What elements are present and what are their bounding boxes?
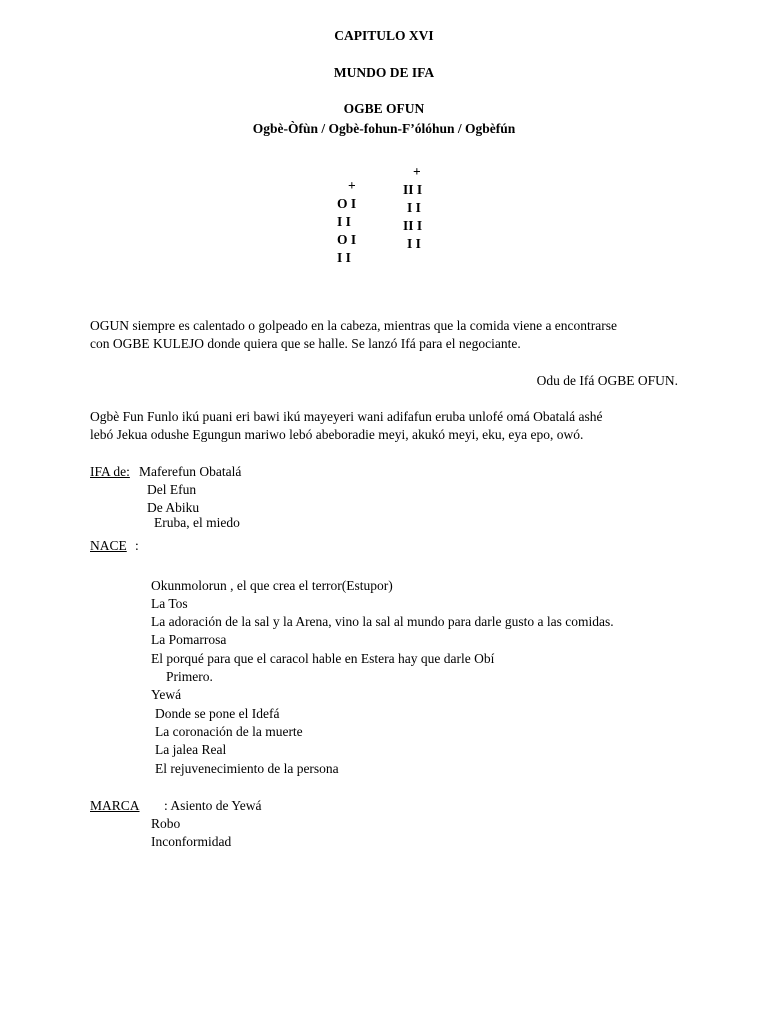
ifa-de-item: De Abiku — [147, 500, 200, 515]
marca-item: Inconformidad — [151, 834, 232, 849]
marca-label: MARCA — [90, 798, 140, 813]
chapter-title: CAPITULO XVI — [334, 28, 434, 43]
nace-item: Donde se pone el Idefá — [155, 706, 280, 721]
sign-right-line: II I — [403, 182, 423, 197]
sign-right-line: II I — [403, 218, 423, 233]
marca-item: : Asiento de Yewá — [164, 798, 262, 813]
rezo-line: lebó Jekua odushe Egungun mariwo lebó abeboradie meyi, akukó meyi, eku, eya epo, owó. — [90, 427, 584, 442]
odu-names: Ogbè-Òfùn / Ogbè-fohun-F’ólóhun / Ogbèfún — [252, 121, 516, 136]
sign-right — [403, 163, 422, 253]
nace-item: El rejuvenecimiento de la persona — [155, 761, 339, 776]
nace-item: Okunmolorun , el que crea el terror(Estupor) — [151, 578, 393, 593]
odu-reference: Odu de Ifá OGBE OFUN. — [536, 373, 678, 388]
rezo-line: Ogbè Fun Funlo ikú puani eri bawi ikú mayeyeri wani adifafun eruba unlofé omá Obatalá ashé — [90, 409, 603, 424]
sign-left — [337, 177, 356, 267]
nace-item: La jalea Real — [155, 742, 227, 757]
nace-item: Primero. — [166, 669, 213, 684]
marca-item: Robo — [151, 816, 181, 831]
sign-left-plus: + — [348, 178, 356, 193]
nace-item: La Pomarrosa — [151, 632, 227, 647]
ifa-de-item: Maferefun Obatalá — [139, 464, 242, 479]
sign-left-line: I I — [337, 250, 351, 265]
intro-line: con OGBE KULEJO donde quiera que se halle. Se lanzó Ifá para el negociante. — [90, 336, 521, 351]
ifa-de-label: IFA de: — [90, 464, 130, 479]
ifa-de-item: Eruba, el miedo — [154, 515, 240, 530]
intro-line: OGUN siempre es calentado o golpeado en la cabeza, mientras que la comida viene a encontrarse — [90, 318, 618, 333]
nace-item: La adoración de la sal y la Arena, vino la sal al mundo para darle gusto a las comidas. — [151, 614, 614, 629]
nace-item: Yewá — [151, 687, 182, 702]
world-title: MUNDO DE IFA — [333, 65, 435, 80]
nace-item: La coronación de la muerte — [155, 724, 303, 739]
sign-left-line: O I — [337, 196, 357, 211]
odu-title: OGBE OFUN — [343, 101, 425, 116]
ifa-de-item: Del Efun — [147, 482, 197, 497]
sign-right-plus: + — [413, 164, 421, 179]
sign-left-line: I I — [337, 214, 351, 229]
sign-right-line: I I — [407, 200, 421, 215]
nace-label: NACE — [90, 538, 127, 553]
sign-left-line: O I — [337, 232, 357, 247]
nace-colon: : — [135, 538, 139, 553]
nace-item: El porqué para que el caracol hable en Estera hay que darle Obí — [151, 651, 495, 666]
nace-item: La Tos — [151, 596, 188, 611]
sign-right-line: I I — [407, 236, 421, 251]
